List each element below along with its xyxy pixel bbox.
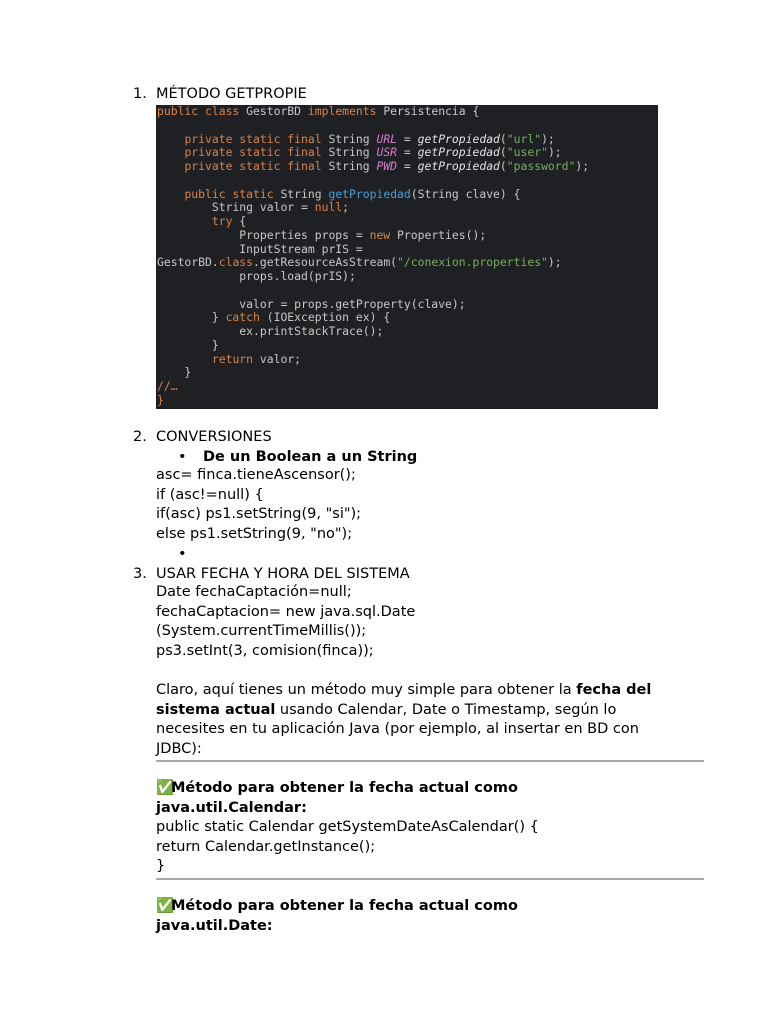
code-token: "/conexion.properties" [397, 255, 548, 270]
date-heading [156, 897, 518, 917]
code-token: private static final [184, 159, 329, 173]
code-token: //… [157, 379, 178, 393]
code-token: } [157, 365, 192, 380]
code-token: InputStream prIS = [157, 241, 363, 256]
section-title: CONVERSIONES [156, 429, 272, 445]
list-number: 3. [133, 566, 147, 582]
bullet-item [178, 448, 417, 466]
code-token: GestorBD. [157, 255, 219, 270]
code-text [156, 105, 658, 408]
code-token: ); [575, 159, 590, 173]
text-line: else ps1.setString(9, "no"); [156, 526, 353, 542]
section-title: USAR FECHA Y HORA DEL SISTEMA [156, 566, 410, 582]
divider [156, 878, 704, 880]
code-token: URL [376, 131, 398, 146]
code-token: .getResourceAsStream( [253, 255, 398, 270]
code-token: ex.printStackTrace(); [157, 324, 384, 338]
code-token [157, 187, 184, 201]
text-line: Date fechaCaptación=null; [156, 584, 352, 600]
text-line: (System.currentTimeMillis()); [156, 623, 367, 639]
list-item-2-heading [133, 428, 272, 446]
code-token: props.load(prIS); [157, 269, 356, 283]
code-token: ( [499, 159, 507, 173]
intro-paragraph [156, 681, 676, 759]
code-token: PWD [376, 159, 398, 173]
code-token: ); [541, 131, 555, 146]
code-token: String [328, 145, 377, 160]
heading-text: Método para obtener la fecha actual como [171, 898, 518, 914]
code-token: getPropiedad [417, 131, 500, 146]
code-token: "url" [506, 131, 542, 146]
code-token: = [397, 145, 418, 160]
code-token: implements [307, 105, 384, 118]
code-token: catch [225, 310, 260, 325]
code-token: ); [547, 145, 562, 160]
calendar-heading [156, 779, 518, 799]
code-token: getPropiedad [417, 159, 500, 173]
calendar-heading-line2: java.util.Calendar: [156, 800, 307, 816]
list-number: 2. [133, 429, 147, 445]
list-item-1-heading [133, 85, 307, 103]
code-line: } [156, 858, 166, 874]
bullet-icon: • [178, 449, 187, 465]
section-title: MÉTODO GETPROPIE [156, 86, 307, 102]
code-token: valor = props.getProperty(clave); [157, 296, 466, 311]
code-token [157, 352, 212, 366]
code-token: private static final [184, 131, 329, 146]
code-token: public static [184, 186, 281, 201]
code-token: new [369, 227, 391, 242]
heading-text: Método para obtener la fecha actual como [171, 780, 518, 796]
checkmark-icon: ✅ [156, 780, 175, 796]
intro-text: usando Calendar, Date o Timestamp, según lo necesites en tu aplicación Java (por ejemplo, al insertar en BD con JDBC): [156, 701, 639, 757]
text-line: asc= finca.tieneAscensor(); [156, 467, 356, 483]
code-token: } [157, 392, 164, 407]
code-token [157, 214, 212, 228]
intro-bold: fecha del sistema actual [156, 682, 652, 718]
code-token: public class [157, 105, 247, 118]
code-token: USR [376, 145, 398, 160]
code-token: String valor = [157, 200, 315, 215]
code-token: class [218, 255, 254, 270]
code-line: return Calendar.getInstance(); [156, 839, 376, 855]
code-token: ( [499, 145, 507, 160]
code-token: String [328, 159, 377, 173]
code-block [156, 105, 658, 409]
text-line: if (asc!=null) { [156, 487, 264, 503]
code-token: { [232, 214, 247, 228]
list-number: 1. [133, 86, 147, 102]
list-item-3-heading [133, 565, 410, 583]
text-line: if(asc) ps1.setString(9, "si"); [156, 506, 362, 522]
code-token: return [211, 351, 254, 366]
code-token: String [328, 131, 377, 146]
code-token: (IOException ex) { [259, 310, 391, 325]
code-token: getPropiedad [328, 186, 411, 201]
code-token: "password" [506, 159, 576, 173]
code-token: } [157, 310, 226, 325]
code-token: "user" [506, 145, 548, 160]
code-token: try [211, 214, 233, 228]
code-token: Properties(); [390, 227, 487, 242]
code-token: valor; [253, 351, 302, 366]
empty-bullet-item [178, 545, 203, 563]
bullet-icon: • [178, 546, 187, 562]
text-line: fechaCaptacion= new java.sql.Date [156, 604, 416, 620]
code-token: String [280, 186, 329, 201]
date-heading-line2: java.util.Date: [156, 918, 273, 934]
checkmark-icon: ✅ [156, 898, 175, 914]
code-token: GestorBD [246, 105, 308, 118]
code-token [157, 145, 184, 159]
code-token: ( [499, 131, 507, 146]
text-line: ps3.setInt(3, comision(finca)); [156, 643, 374, 659]
code-token [157, 132, 184, 146]
code-token: = [397, 159, 418, 173]
code-token: = [397, 131, 418, 146]
code-token: private static final [184, 145, 329, 160]
code-token: Persistencia { [383, 105, 480, 118]
code-token: ; [342, 200, 350, 215]
code-token: null [314, 200, 343, 215]
bullet-heading: De un Boolean a un String [203, 449, 418, 465]
code-token: Properties props = [157, 227, 370, 242]
code-token: getPropiedad [417, 145, 500, 160]
divider [156, 760, 704, 762]
code-line: public static Calendar getSystemDateAsCalendar() { [156, 819, 539, 835]
code-token: } [157, 337, 219, 352]
intro-text: Claro, aquí tienes un método muy simple para obtener la [156, 682, 577, 698]
code-token: (String clave) { [410, 186, 521, 201]
code-token: ); [547, 255, 562, 270]
code-token [157, 159, 184, 173]
